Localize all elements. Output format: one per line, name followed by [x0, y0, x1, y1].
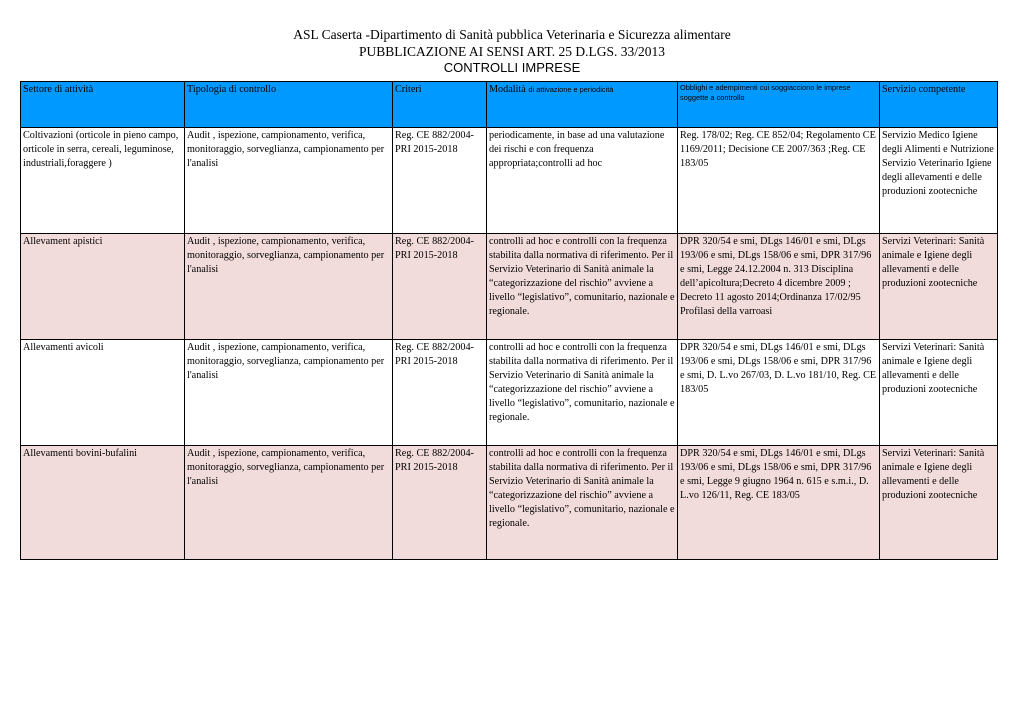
cell-criteri: Reg. CE 882/2004- PRI 2015-2018 — [393, 446, 487, 560]
cell-criteri: Reg. CE 882/2004- PRI 2015-2018 — [393, 128, 487, 234]
modalita-main-label: Modalità — [489, 84, 526, 95]
column-header-servizio: Servizio competente — [880, 82, 998, 128]
table-row — [21, 340, 998, 446]
header-line-2: PUBBLICAZIONE AI SENSI ART. 25 D.LGS. 33/2013 — [358, 43, 666, 59]
cell-servizio: Servizi Veterinari: Sanità animale e Igiene degli allevamenti e delle produzioni zootecniche — [880, 234, 998, 340]
column-header-settore: Settore di attività — [21, 82, 185, 128]
cell-servizio: Servizi Veterinari: Sanità animale e Igiene degli allevamenti e delle produzioni zootecniche — [880, 446, 998, 560]
cell-obblighi: DPR 320/54 e smi, DLgs 146/01 e smi, DLgs 193/06 e smi, DLgs 158/06 e smi, DPR 317/96 e smi, Legge 9 giugno 1964 n. 615 e s.m.i., D. L.vo 126/11, Reg. CE 183/05 — [678, 446, 880, 560]
cell-settore: Coltivazioni (orticole in pieno campo, orticole in serra, cereali, leguminose, industriali,foraggere ) — [21, 128, 185, 234]
cell-tipologia: Audit , ispezione, campionamento, verifica, monitoraggio, sorveglianza, campionamento per l'analisi — [185, 446, 393, 560]
cell-tipologia: Audit , ispezione, campionamento, verifica, monitoraggio, sorveglianza, campionamento per l'analisi — [185, 234, 393, 340]
table-row — [21, 234, 998, 340]
document-header — [0, 27, 1024, 77]
column-header-criteri: Criteri — [393, 82, 487, 128]
cell-settore: Allevament apistici — [21, 234, 185, 340]
modalita-sub-label: di attivazione e periodicità — [528, 85, 614, 94]
obblighi-label: Obblighi e adempimenti cui soggiacciono le imprese soggette a controllo — [680, 83, 851, 102]
table-row — [21, 446, 998, 560]
cell-servizio: Servizio Medico Igiene degli Alimenti e Nutrizione Servizio Veterinario Igiene degli allevamenti e delle produzioni zootecniche — [880, 128, 998, 234]
controls-table — [20, 81, 998, 560]
cell-obblighi: DPR 320/54 e smi, DLgs 146/01 e smi, DLgs 193/06 e smi, DLgs 158/06 e smi, DPR 317/96 e smi, Legge 24.12.2004 n. 313 Disciplina dell’apicoltura;Decreto 4 dicembre 2009 ; Decreto 11 agosto 2014;Ordinanza 17/02/95 Profilasi della varroasi — [678, 234, 880, 340]
header-line-3: CONTROLLI IMPRESE — [443, 60, 581, 75]
cell-settore: Allevamenti avicoli — [21, 340, 185, 446]
cell-modalita: controlli ad hoc e controlli con la frequenza stabilita dalla normativa di riferimento. Per il Servizio Veterinario di Sanità animale la “categorizzazione del rischio” avviene a livello “legislativo”, comunitario, nazionale e regionale. — [487, 234, 678, 340]
table-header-row — [21, 82, 998, 128]
column-header-tipologia: Tipologia di controllo — [185, 82, 393, 128]
cell-criteri: Reg. CE 882/2004- PRI 2015-2018 — [393, 340, 487, 446]
header-line-1: ASL Caserta -Dipartimento di Sanità pubblica Veterinaria e Sicurezza alimentare — [293, 27, 731, 42]
cell-modalita: controlli ad hoc e controlli con la frequenza stabilita dalla normativa di riferimento. Per il Servizio Veterinario di Sanità animale la “categorizzazione del rischio” avviene a livello “legislativo”, comunitario, nazionale e regionale. — [487, 340, 678, 446]
cell-settore: Allevamenti bovini-bufalini — [21, 446, 185, 560]
cell-obblighi: Reg. 178/02; Reg. CE 852/04; Regolamento CE 1169/2011; Decisione CE 2007/363 ;Reg. CE 183/05 — [678, 128, 880, 234]
column-header-modalita — [487, 82, 678, 128]
cell-servizio: Servizi Veterinari: Sanità animale e Igiene degli allevamenti e delle produzioni zootecniche — [880, 340, 998, 446]
cell-tipologia: Audit , ispezione, campionamento, verifica, monitoraggio, sorveglianza, campionamento per l'analisi — [185, 128, 393, 234]
cell-modalita: periodicamente, in base ad una valutazione dei rischi e con frequenza appropriata;controlli ad hoc — [487, 128, 678, 234]
cell-obblighi: DPR 320/54 e smi, DLgs 146/01 e smi, DLgs 193/06 e smi, DLgs 158/06 e smi, DPR 317/96 e smi, D. L.vo 267/03, D. L.vo 181/10, Reg. CE 183/05 — [678, 340, 880, 446]
column-header-obblighi — [678, 82, 880, 128]
cell-tipologia: Audit , ispezione, campionamento, verifica, monitoraggio, sorveglianza, campionamento per l'analisi — [185, 340, 393, 446]
table-row — [21, 128, 998, 234]
cell-criteri: Reg. CE 882/2004- PRI 2015-2018 — [393, 234, 487, 340]
cell-modalita: controlli ad hoc e controlli con la frequenza stabilita dalla normativa di riferimento. Per il Servizio Veterinario di Sanità animale la “categorizzazione del rischio” avviene a livello “legislativo”, comunitario, nazionale e regionale. — [487, 446, 678, 560]
